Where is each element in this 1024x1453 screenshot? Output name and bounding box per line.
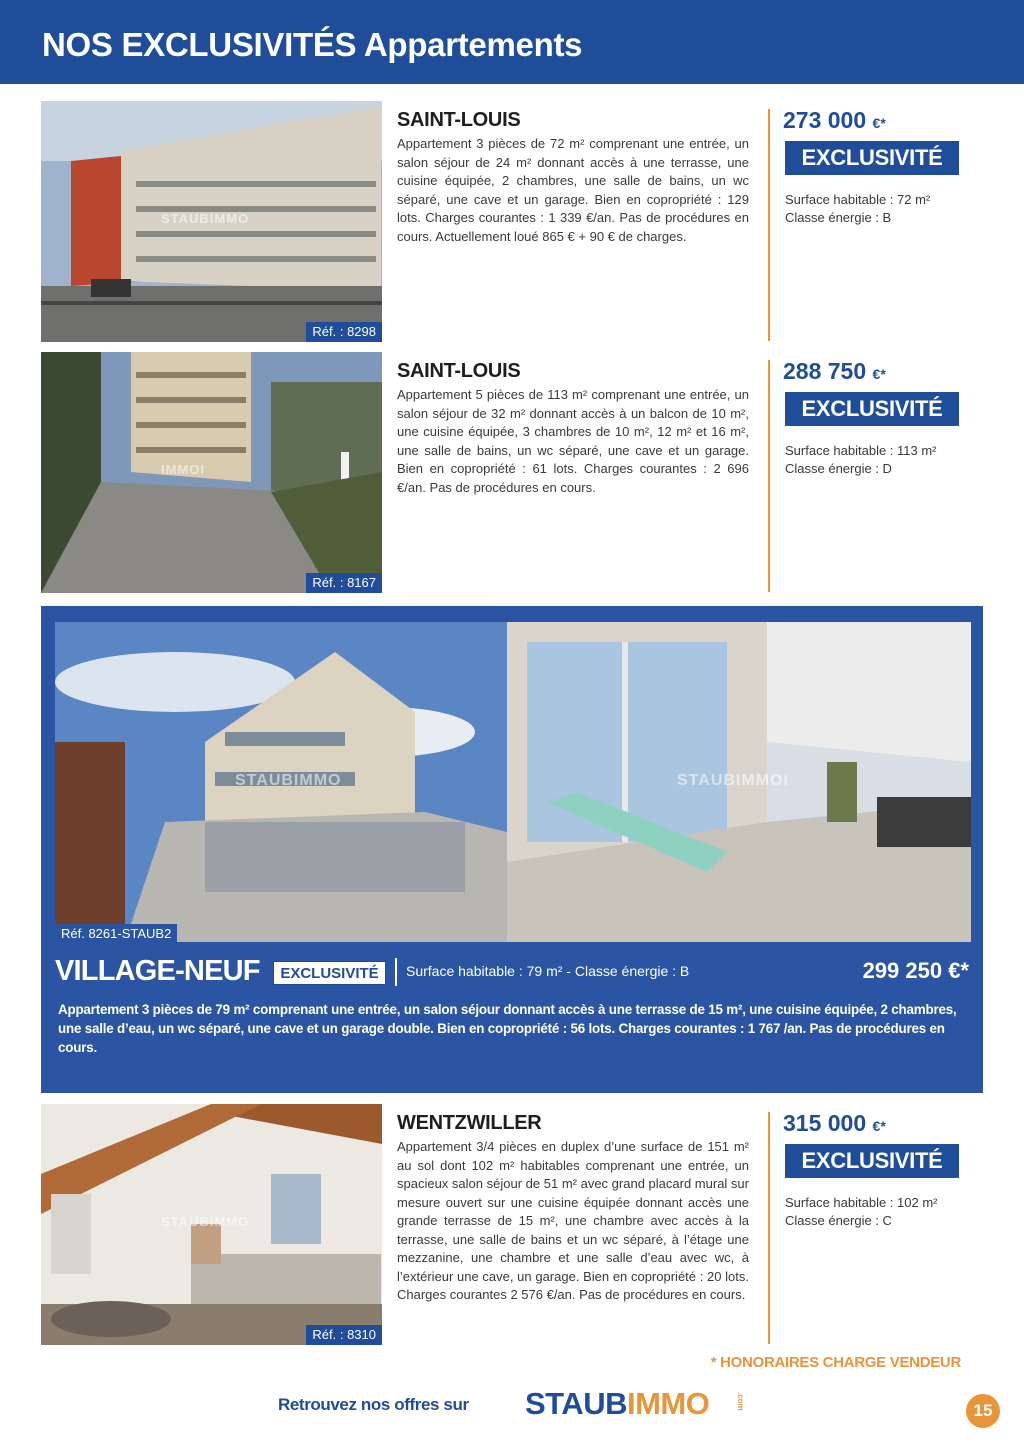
energy-label: Classe énergie : C bbox=[785, 1213, 892, 1228]
listing-card[interactable] bbox=[41, 1104, 983, 1346]
listing-card[interactable] bbox=[41, 101, 983, 343]
listing-specs bbox=[785, 191, 930, 227]
photo-watermark: IMMOI bbox=[161, 462, 205, 477]
listing-specs bbox=[785, 1194, 937, 1230]
listing-photo[interactable] bbox=[41, 1104, 382, 1345]
featured-ref: Réf. 8261-STAUB2 bbox=[55, 924, 177, 943]
staubimmo-logo[interactable]: STAUBIMMO bbox=[525, 1386, 710, 1421]
energy-label: Classe énergie : B bbox=[785, 210, 892, 225]
photo-watermark: STAUBIMMO bbox=[235, 772, 342, 789]
featured-description: Appartement 3 pièces de 79 m² comprenant une entrée, un salon séjour donnant accès à une terrasse de 15 m², une cuisine équipée, 2 chambres, une salle d’eau, un wc séparé, une cave et un garage double. Bien en copropriété : 56 lots. Charges courantes : 1 767 /an. Pas de procédures en cours. bbox=[58, 1002, 957, 1055]
exclusivite-badge: EXCLUSIVITÉ bbox=[273, 961, 386, 985]
photo-watermark: STAUBIMMO bbox=[161, 211, 250, 226]
listing-description: Appartement 5 pièces de 113 m² comprenant une entrée, un salon séjour de 32 m² donnant accès à un balcon de 10 m², une cuisine équipée, 3 chambres de 10 m², 12 m² et 16 m², une salle de bains, un wc séparé, une cave et un garage. Bien en copropriété : 61 lots. Charges courantes : 2 696 €/an. Pas de procédures en cours. bbox=[397, 387, 749, 495]
exclusivite-badge: EXCLUSIVITÉ bbox=[785, 1144, 959, 1178]
listing-specs bbox=[785, 442, 937, 478]
divider bbox=[768, 1112, 770, 1344]
featured-photo-exterior[interactable] bbox=[55, 622, 507, 942]
footer-tagline: Retrouvez nos offres sur bbox=[278, 1395, 469, 1414]
energy-label: Classe énergie : D bbox=[785, 461, 892, 476]
listing-card[interactable] bbox=[41, 352, 983, 594]
listing-title: WENTZWILLER bbox=[397, 1112, 542, 1134]
listing-description: Appartement 3 pièces de 72 m² comprenant une entrée, un salon séjour de 24 m² donnant accès à une terrasse, une cuisine équipée, 2 chambres, une salle de bains, un wc séparé, une cave et un garage. Bien en copropriété : 129 lots. Charges courantes : 1 339 €/an. Pas de procédures en cours. Actuellement loué 865 € + 90 € de charges. bbox=[397, 136, 749, 244]
featured-price: 299 250 €* bbox=[862, 958, 969, 983]
featured-photo-terrace[interactable] bbox=[507, 622, 971, 942]
listing-ref: Réf. : 8167 bbox=[306, 573, 382, 593]
divider bbox=[768, 109, 770, 341]
listing-price: 273 000 €* bbox=[783, 107, 886, 133]
page-number: 15 bbox=[966, 1394, 1000, 1428]
page-title: NOS EXCLUSIVITÉS Appartements bbox=[42, 26, 583, 63]
listing-price: 288 750 €* bbox=[783, 358, 886, 384]
listing-ref: Réf. : 8310 bbox=[306, 1325, 382, 1345]
listing-photo[interactable] bbox=[41, 352, 382, 593]
listing-price: 315 000 €* bbox=[783, 1110, 886, 1136]
listing-title: SAINT-LOUIS bbox=[397, 360, 521, 382]
listing-title: SAINT-LOUIS bbox=[397, 109, 521, 131]
photo-watermark: STAUBIMMOI bbox=[677, 772, 789, 789]
exclusivite-badge: EXCLUSIVITÉ bbox=[785, 141, 959, 175]
surface-label: Surface habitable : 72 m² bbox=[785, 192, 931, 207]
surface-label: Surface habitable : 102 m² bbox=[785, 1195, 938, 1210]
page-header bbox=[0, 0, 1024, 84]
photo-watermark: STAUBIMMO bbox=[161, 1214, 250, 1229]
listing-description: Appartement 3/4 pièces en duplex d’une surface de 151 m² au sol dont 102 m² habitables comprenant une entrée, un spacieux salon séjour de 51 m² avec grand placard mural sur mesure ouvert sur une cuisine équipée donnant accès une grande terrasse de 15 m², une chambre avec accès à la terrasse, une salle de bains et un wc séparé, à l’étage une mezzanine, une chambre et une salle d’eau avec wc, à l’extérieur une cave, un garage. Bien en copropriété : 20 lots. Charges courantes 2 576 €/an. Pas de procédures en cours. bbox=[397, 1139, 749, 1302]
featured-listing[interactable] bbox=[41, 606, 983, 1093]
featured-specs: Surface habitable : 79 m² - Classe énergie : B bbox=[406, 963, 690, 979]
divider bbox=[395, 958, 397, 986]
listing-photo[interactable] bbox=[41, 101, 382, 342]
logo-domain: .com bbox=[736, 1392, 745, 1411]
featured-title: VILLAGE-NEUF bbox=[55, 955, 260, 987]
surface-label: Surface habitable : 113 m² bbox=[785, 443, 937, 458]
exclusivite-badge: EXCLUSIVITÉ bbox=[785, 392, 959, 426]
honoraires-note: * HONORAIRES CHARGE VENDEUR bbox=[710, 1354, 961, 1371]
listing-ref: Réf. : 8298 bbox=[306, 322, 382, 342]
divider bbox=[768, 360, 770, 592]
